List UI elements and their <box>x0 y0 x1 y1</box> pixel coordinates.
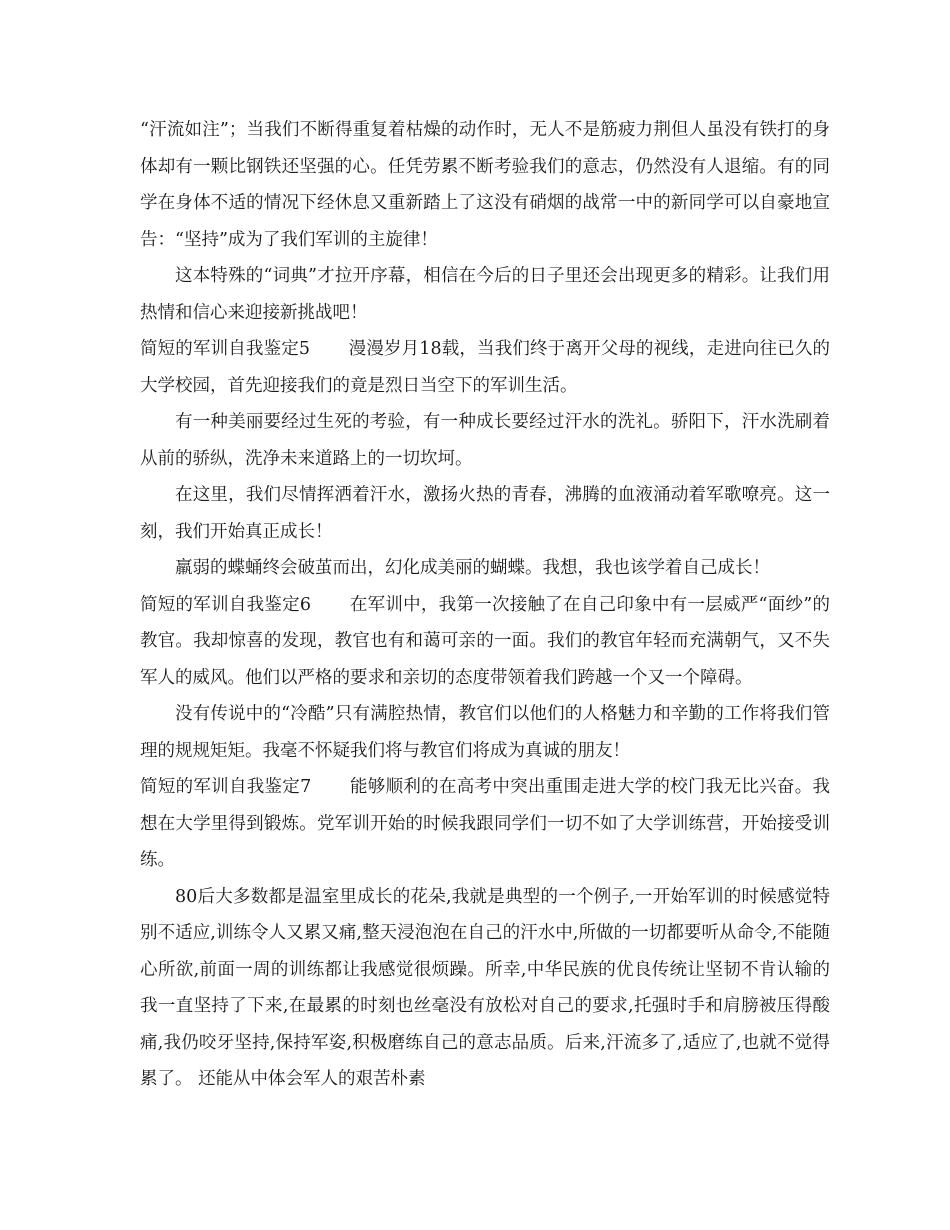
paragraph-2 <box>140 258 830 331</box>
paragraph-1-text: “汗流如注”；当我们不断得重复着枯燥的动作时，无人不是筋疲力荆但人虽没有铁打的身体却有一颗比钢铁还坚强的心。任凭劳累不断考验我们的意志，仍然没有人退缩。有的同学在身体不适的情况下经休息又重新踏上了这没有硝烟的战常一中的新同学可以自豪地宣告：“坚持”成为了我们军训的主旋律！ <box>140 120 830 250</box>
paragraph-9 <box>140 769 830 879</box>
paragraph-8-text: 没有传说中的“冷酷”只有满腔热情，教官们以他们的人格魅力和辛勤的工作将我们管理的规规矩矩。我毫不怀疑我们将与教官们将成为真诚的朋友！ <box>140 704 830 761</box>
paragraph-4 <box>140 404 830 477</box>
paragraph-7 <box>140 587 830 697</box>
paragraph-7-text: 在军训中，我第一次接触了在自己印象中有一层威严“面纱”的教官。我却惊喜的发现，教官也有和蔼可亲的一面。我们的教官年轻而充满朝气，又不失军人的威风。他们以严格的要求和亲切的态度带领着我们跨越一个又一个障碍。 <box>140 594 830 688</box>
paragraph-5-text: 在这里，我们尽情挥洒着汗水，激扬火热的青春，沸腾的血液涌动着军歌嘹亮。这一刻，我们开始真正成长！ <box>140 485 830 542</box>
section-heading-5: 简短的军训自我鉴定5 <box>140 339 311 359</box>
paragraph-9-text: 能够顺利的在高考中突出重围走进大学的校门我无比兴奋。我想在大学里得到锻炼。党军训开始的时候我跟同学们一切不如了大学训练营，开始接受训练。 <box>140 777 831 870</box>
paragraph-4-text: 有一种美丽要经过生死的考验，有一种成长要经过汗水的洗礼。骄阳下，汗水洗刷着从前的骄纵，洗净未来道路上的一切坎坷。 <box>140 412 830 469</box>
paragraph-2-text: 这本特殊的“词典”才拉开序幕，相信在今后的日子里还会出现更多的精彩。让我们用热情和信心来迎接新挑战吧！ <box>140 266 830 323</box>
paragraph-10-text: 80后大多数都是温室里成长的花朵,我就是典型的一个例子,一开始军训的时候感觉特别不适应,训练令人又累又痛,整天浸泡泡在自己的汗水中,所做的一切都要听从命令,不能随心所欲,前面一周的训练都让我感觉很烦躁。所幸,中华民族的优良传统让坚韧不肯认输的我一直坚持了下来,在最累的时刻也丝毫没有放松对自己的要求,托强时手和肩膀被压得酸痛,我仍咬牙坚持,保持军姿,积极磨练自己的意志品质。后来,汗流多了,适应了,也就不觉得累了。 还能从中体会军人的艰苦朴素 <box>140 886 830 1089</box>
paragraph-5 <box>140 477 830 550</box>
paragraph-6-text: 羸弱的蝶蛹终会破茧而出，幻化成美丽的蝴蝶。我想，我也该学着自己成长！ <box>175 558 770 578</box>
paragraph-3 <box>140 331 830 404</box>
paragraph-8 <box>140 696 830 769</box>
document-body <box>140 112 830 1098</box>
section-heading-7: 简短的军训自我鉴定7 <box>140 777 312 797</box>
paragraph-1 <box>140 112 830 258</box>
paragraph-6 <box>140 550 830 587</box>
section-heading-6: 简短的军训自我鉴定6 <box>140 594 312 615</box>
paragraph-10 <box>140 879 830 1098</box>
paragraph-3-text: 漫漫岁月18载，当我们终于离开父母的视线，走进向往已久的大学校园，首先迎接我们的竟是烈日当空下的军训生活。 <box>140 339 830 396</box>
